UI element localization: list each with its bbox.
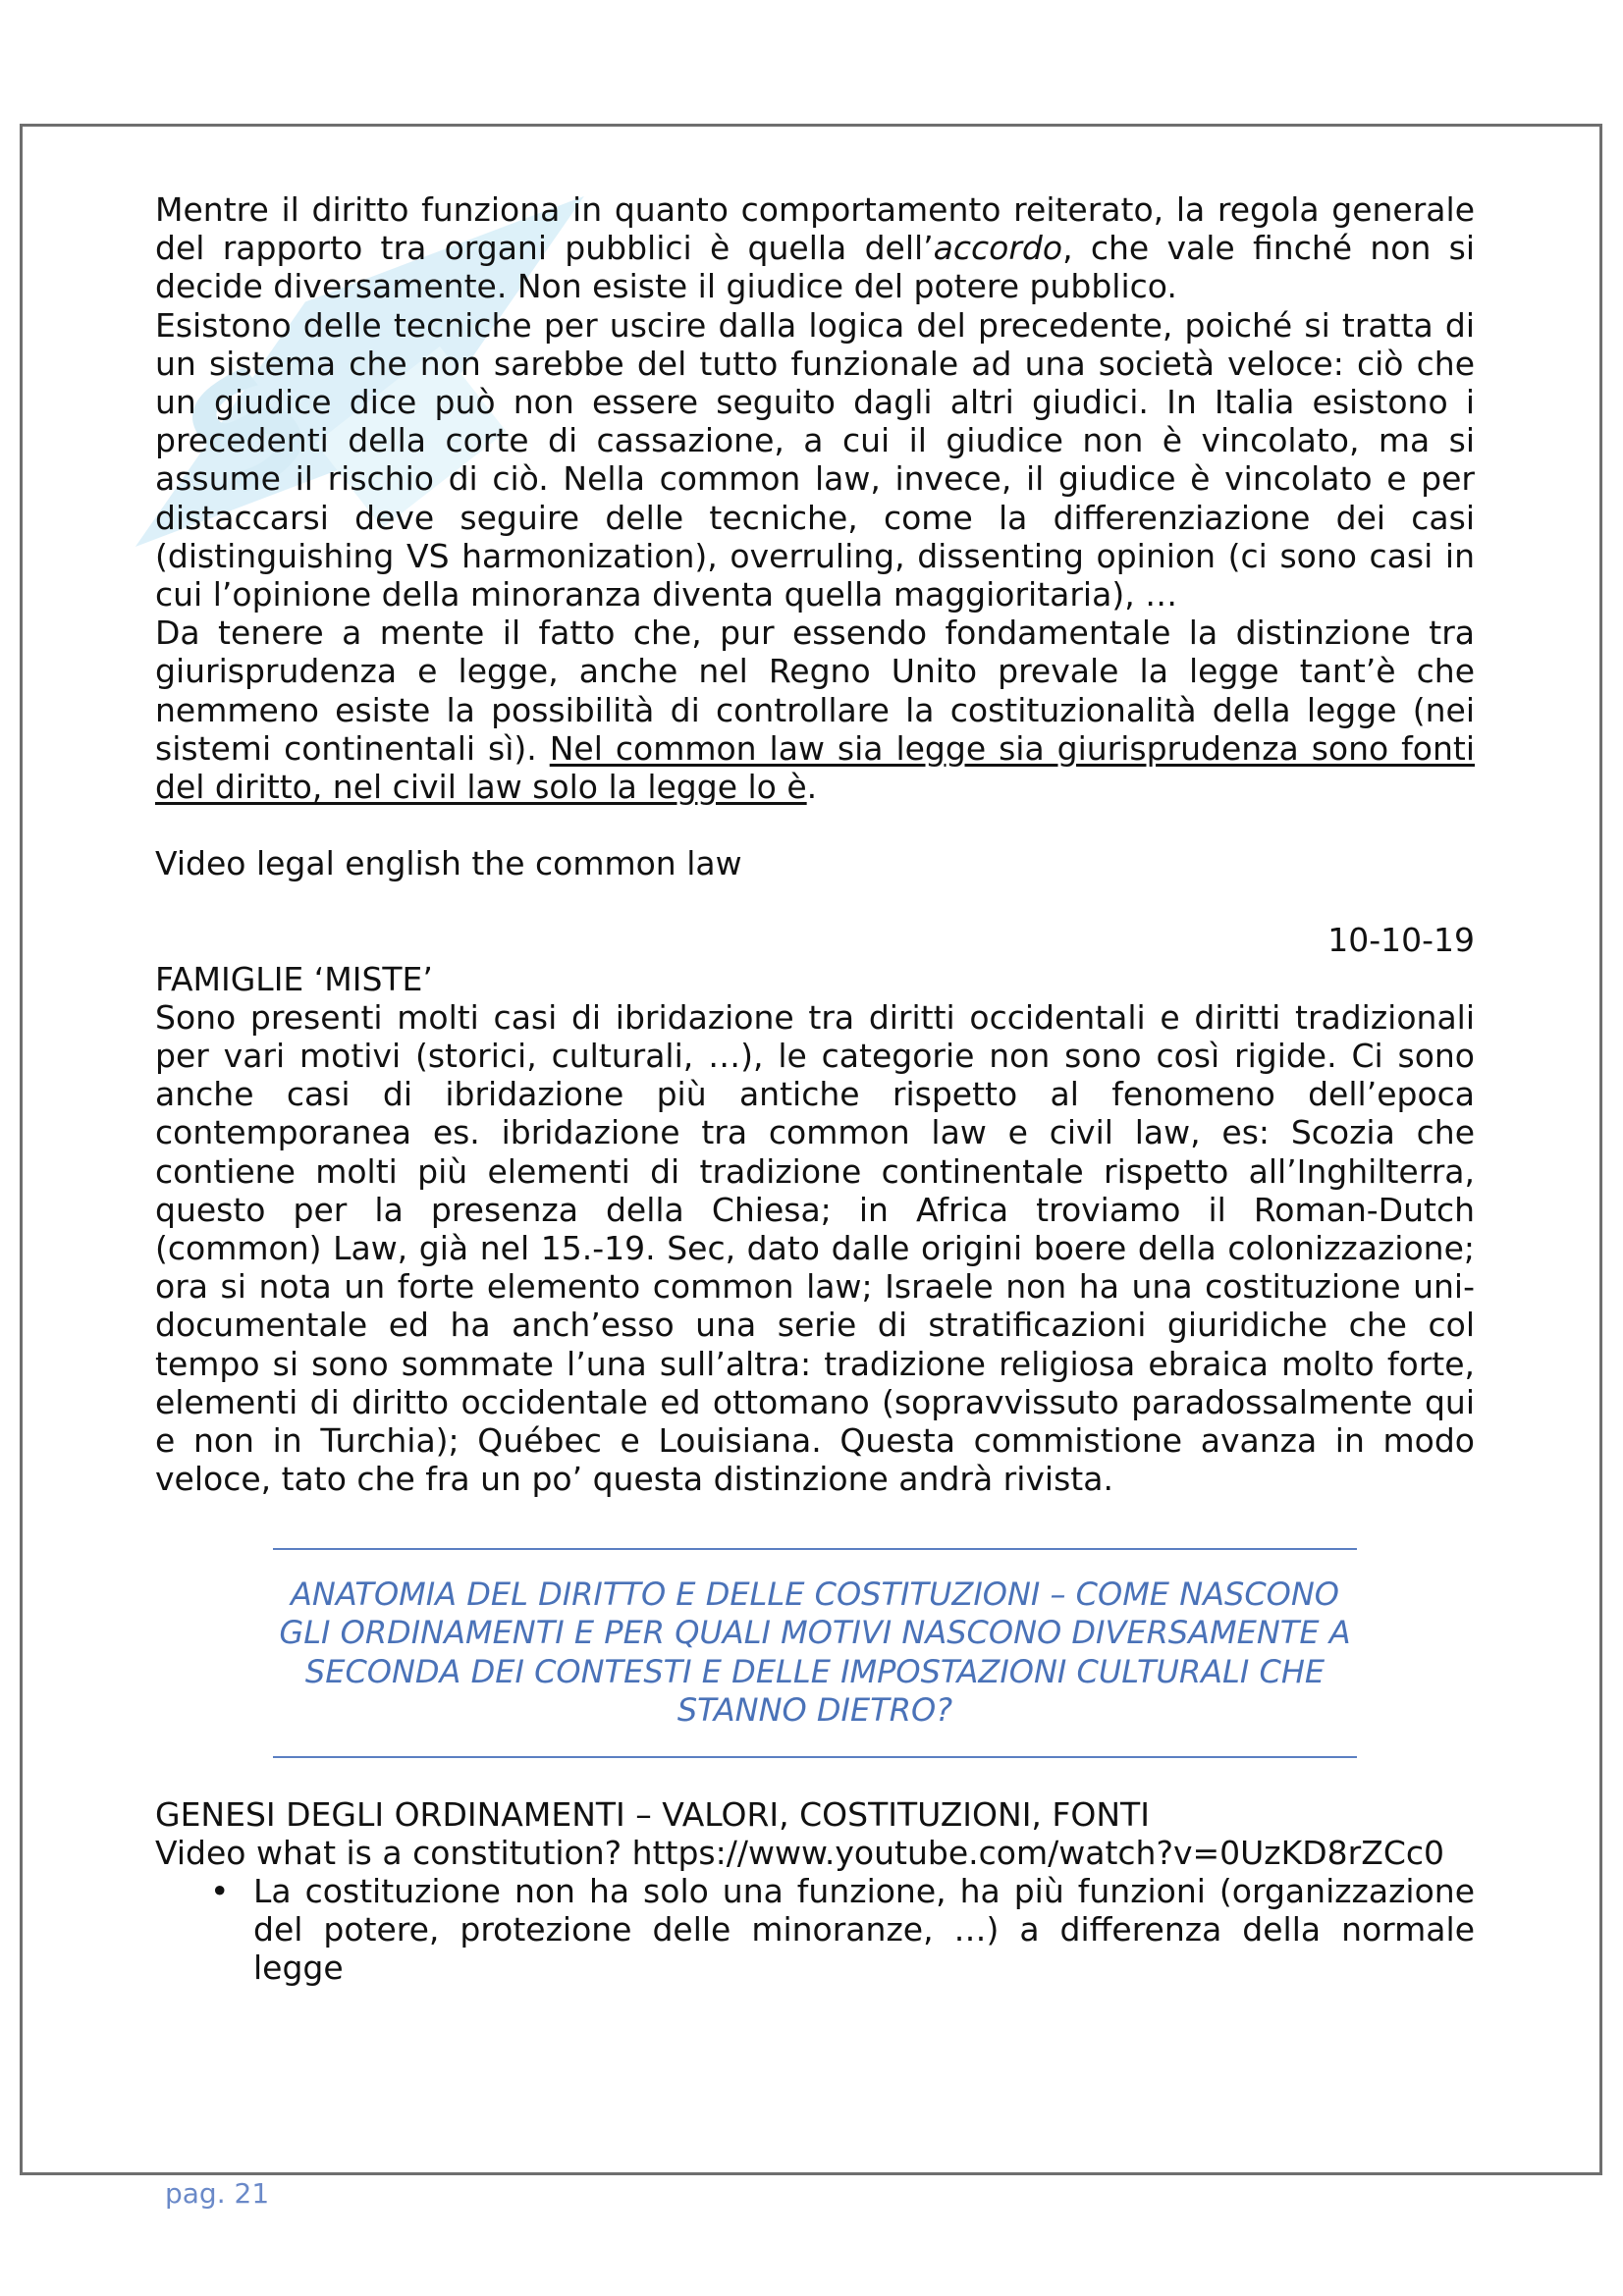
underlined-statement: Nel common law sia legge sia giurisprudenza sono fonti del diritto, nel civil law solo la legge lo è (155, 728, 1476, 807)
document-body (155, 190, 1475, 1988)
paragraph-famiglie-miste: Sono presenti molti casi di ibridazione tra diritti occidentali e diritti tradizionali per vari motivi (storici, culturali, …), le categorie non sono così rigide. Ci sono anche casi di ibridazione più antiche rispetto al fenomeno dell’epoca contemporanea es. ibridazione tra common law e civil law, es: Scozia che contiene molti più elementi di tradizione continentale rispetto all’Inghilterra, questo per la presenza della Chiesa; in Africa troviamo il Roman-Dutch (common) Law, già nel 15.-19. Sec, dato dalle origini boere della colonizzazione; ora si nota un forte elemento common law; Israele non ha una costituzione uni-documentale ed ha anch’esso una serie di stratificazioni giuridiche che col tempo si sono sommate l’una sull’altra: tradizione religiosa ebraica molto forte, elementi di diritto occidentale ed ottomano (sopravvissuto paradossalmente qui e non in Turchia); Québec e Louisiana. Questa commistione avanza in modo veloce, tato che fra un po’ questa distinzione andrà rivista. (155, 997, 1475, 1499)
section-title-genesi: GENESI DEGLI ORDINAMENTI – VALORI, COSTITUZIONI, FONTI (155, 1794, 1150, 1834)
svg-text:S: S (155, 331, 345, 532)
page-number: pag. 21 (165, 2177, 270, 2210)
section-title-famiglie-miste: FAMIGLIE ‘MISTE’ (155, 959, 433, 998)
paragraph-giurisprudenza-legge: Da tenere a mente il fatto che, pur essendo fondamentale la distinzione tra giurisprudenza e legge, anche nel Regno Unito prevale la legge tant’è che nemmeno esiste la possibilità di controllare la costituzionalità della legge (nei sistemi continentali sì). Nel common law sia legge sia giurisprudenza sono fonti del diritto, nel civil law solo la legge lo è. (155, 614, 1476, 807)
video-note-constitution: Video what is a constitution? https://www.youtube.com/watch?v=0UzKD8rZCc0 (155, 1833, 1445, 1872)
lecture-date: 10-10-19 (1327, 921, 1475, 960)
list-item: • La costituzione non ha solo una funzione, ha più funzioni (organizzazione del potere, protezione delle minoranze, …) a differenza della normale legge (210, 1871, 1475, 1988)
paragraph-tecniche-precedente: Esistono delle tecniche per uscire dalla logica del precedente, poiché si tratta di un sistema che non sarebbe del tutto funzionale ad una società veloce: ciò che un giudice dice può non essere seguito dagli altri giudici. In Italia esistono i precedenti della corte di cassazione, a cui il giudice non è vincolato, ma si assume il rischio di ciò. Nella common law, invece, il giudice è vincolato e per distaccarsi deve seguire delle tecniche, come la differenziazione dei casi (distinguishing VS harmonization), overruling, dissenting opinion (ci sono casi in cui l’opinione della minoranza diventa quella maggioritaria), … (155, 305, 1475, 614)
bullet-list (155, 1872, 1475, 1988)
bullet-icon: • (210, 1871, 230, 1910)
chapter-heading: ANATOMIA DEL DIRITTO E DELLE COSTITUZIONI – COME NASCONO GLI ORDINAMENTI E PER QUALI MOTIVI NASCONO DIVERSAMENTE A SECONDA DEI CONTESTI E DELLE IMPOSTAZIONI CULTURALI CHE STANNO DIETRO? (279, 1575, 1351, 1729)
video-note-common-law: Video legal english the common law (155, 844, 742, 883)
paragraph-accordo: Mentre il diritto funziona in quanto comportamento reiterato, la regola generale del rapporto tra organi pubblici è quella dell’accordo, che vale finché non si decide diversamente. Non esiste il giudice del potere pubblico. (155, 190, 1476, 306)
